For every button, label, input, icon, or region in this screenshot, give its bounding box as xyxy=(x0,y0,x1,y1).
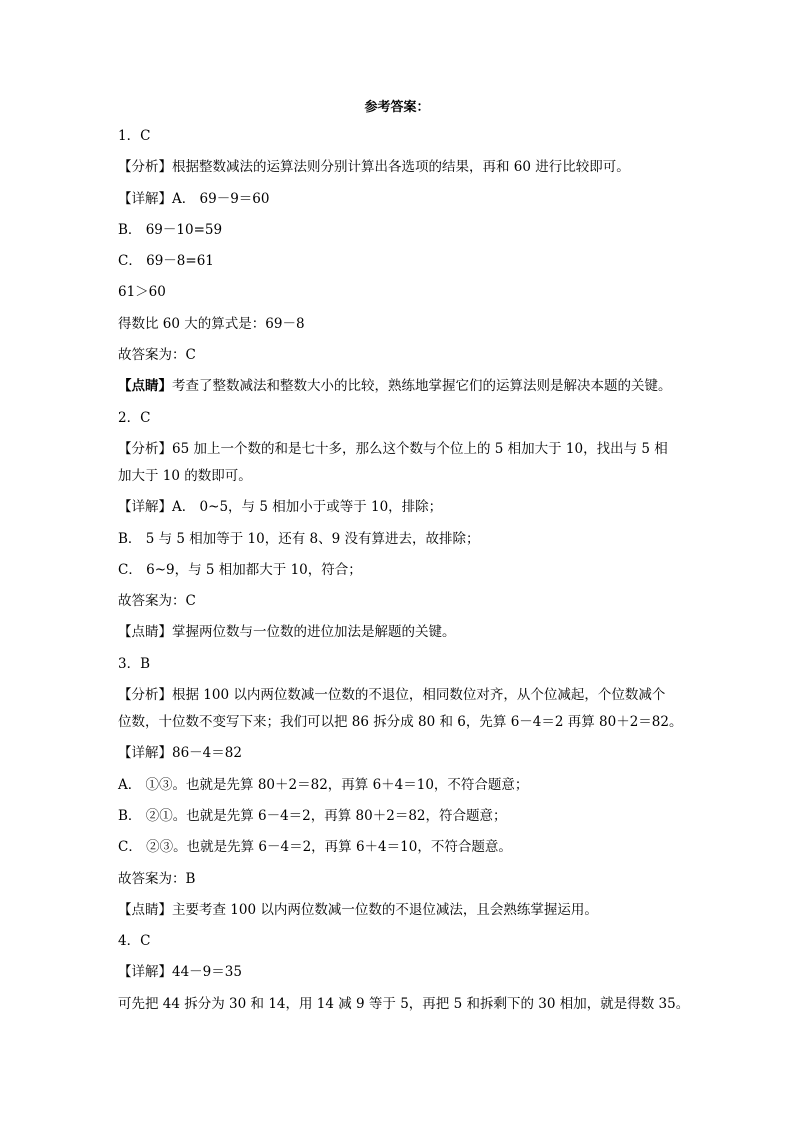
line-text: 故答案为：C xyxy=(118,593,196,610)
answer-line xyxy=(118,591,688,611)
line-text: 86－4＝82 xyxy=(172,745,242,762)
answer-line xyxy=(118,345,688,365)
answer-line xyxy=(118,806,688,826)
line-text: B． 5 与 5 相加等于 10，还有 8、9 没有算进去，故排除； xyxy=(118,530,480,547)
section-tag: 【分析】 xyxy=(118,440,172,457)
answer-line xyxy=(118,962,688,982)
section-tag: 【点睛】 xyxy=(118,624,172,641)
line-text: 加大于 10 的数即可。 xyxy=(118,467,252,484)
line-text: 3．B xyxy=(118,655,151,672)
answer-line xyxy=(118,282,688,302)
answer-line xyxy=(118,622,688,642)
answer-line xyxy=(118,869,688,889)
answer-line xyxy=(118,251,688,271)
line-text: C． 69－8=61 xyxy=(118,253,214,270)
section-tag: 【详解】 xyxy=(118,190,172,207)
page-title: 参考答案： xyxy=(364,100,430,115)
line-text: A． ①③。也就是先算 80＋2＝82，再算 6＋4＝10，不符合题意； xyxy=(118,776,529,793)
answer-line xyxy=(118,743,688,763)
line-text: 考查了整数减法和整数大小的比较，熟练地掌握它们的运算法则是解决本题的关键。 xyxy=(172,378,672,395)
answer-line xyxy=(118,900,688,920)
section-tag: 【详解】 xyxy=(118,745,172,762)
line-text: 故答案为：B xyxy=(118,870,196,887)
line-text: A． 0~5，与 5 相加小于或等于 10，排除； xyxy=(172,499,443,516)
answer-line xyxy=(118,439,688,459)
answer-line xyxy=(118,497,688,517)
line-text: C． 6~9，与 5 相加都大于 10，符合； xyxy=(118,561,362,578)
line-text: 2．C xyxy=(118,409,151,426)
line-text: 得数比 60 大的算式是：69－8 xyxy=(118,315,305,332)
section-tag: 【分析】 xyxy=(118,159,172,176)
answer-line xyxy=(118,376,688,396)
line-text: A． 69－9＝60 xyxy=(172,190,270,207)
answer-line xyxy=(118,157,688,177)
line-text: 位数，十位数不变写下来；我们可以把 86 拆分成 80 和 6，先算 6－4＝2 再算 80＋2＝82。 xyxy=(118,714,683,731)
line-text: 主要考查 100 以内两位数减一位数的不退位减法，且会熟练掌握运用。 xyxy=(172,901,598,918)
answer-line xyxy=(118,775,688,795)
line-text: 61＞60 xyxy=(118,284,166,301)
line-text: 根据 100 以内两位数减一位数的不退位，相同数位对齐，从个位减起，个位数减个 xyxy=(172,687,666,704)
answer-content xyxy=(118,126,688,1025)
answer-line xyxy=(118,126,688,146)
answer-line xyxy=(118,189,688,209)
line-text: C． ②③。也就是先算 6－4＝2，再算 6＋4＝10，不符合题意。 xyxy=(118,839,512,856)
answer-line xyxy=(118,314,688,334)
line-text: 故答案为：C xyxy=(118,347,196,364)
line-text: 根据整数减法的运算法则分别计算出各选项的结果，再和 60 进行比较即可。 xyxy=(172,159,630,176)
line-text: B． ②①。也就是先算 6－4＝2，再算 80＋2＝82，符合题意； xyxy=(118,807,507,824)
line-text: 1．C xyxy=(118,128,151,144)
answer-line xyxy=(118,466,688,486)
line-text: 65 加上一个数的和是七十多，那么这个数与个位上的 5 相加大于 10，找出与 5 相 xyxy=(172,440,668,457)
answer-line xyxy=(118,560,688,580)
answer-line xyxy=(118,712,688,732)
line-text: 44－9＝35 xyxy=(172,964,242,981)
answer-line xyxy=(118,931,688,951)
section-tag: 【详解】 xyxy=(118,499,172,516)
section-tag: 【点睛】 xyxy=(118,378,172,395)
answer-line xyxy=(118,837,688,857)
line-text: B． 69－10=59 xyxy=(118,221,223,238)
section-tag: 【详解】 xyxy=(118,964,172,981)
answer-line xyxy=(118,994,688,1014)
section-tag: 【分析】 xyxy=(118,687,172,704)
section-tag: 【点睛】 xyxy=(118,901,172,918)
line-text: 可先把 44 拆分为 30 和 14，用 14 减 9 等于 5，再把 5 和拆剩下的 30 相加，就是得数 35。 xyxy=(118,995,690,1012)
line-text: 掌握两位数与一位数的进位加法是解题的关键。 xyxy=(172,624,456,641)
answer-line xyxy=(118,654,688,674)
answer-line xyxy=(118,529,688,549)
line-text: 4．C xyxy=(118,933,151,950)
answer-line xyxy=(118,685,688,705)
answer-line xyxy=(118,408,688,428)
answer-line xyxy=(118,220,688,240)
